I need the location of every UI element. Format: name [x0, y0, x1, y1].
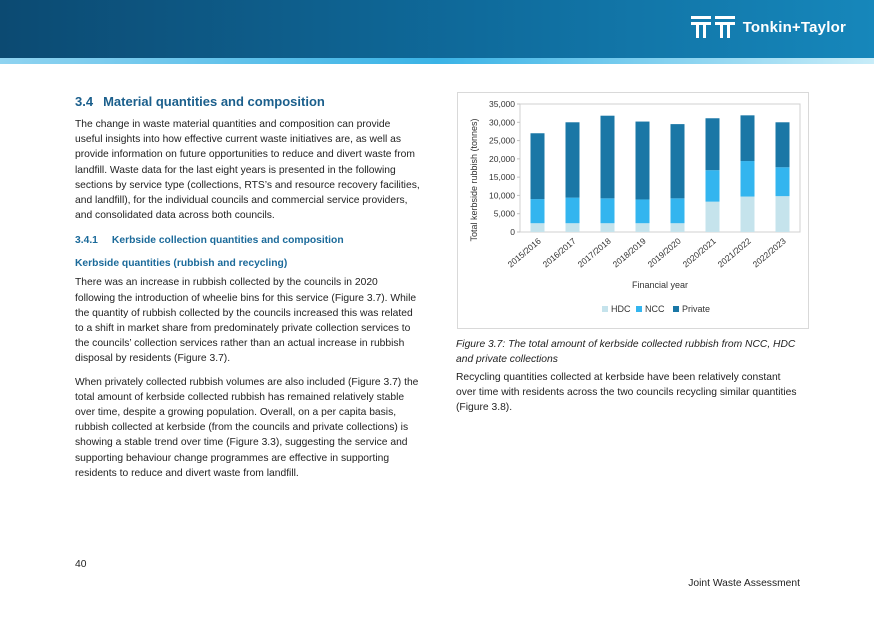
- y-tick-label: 20,000: [489, 153, 515, 164]
- brand-mark-icon: [691, 16, 735, 38]
- bar-ncc: [566, 198, 580, 224]
- bar-private: [601, 116, 615, 199]
- y-tick-label: 5,000: [493, 208, 515, 219]
- bar-ncc: [776, 167, 790, 196]
- paragraph-rubbish-increase: There was an increase in rubbish collected by the councils in 2020 following the introduction of wheelie bins for this service (Figure 3.7). While the quantity of rubbish collected by the councils increased this was related to a shift in market share from predominately private collection services to the councils’ collection services rather than an actual increase in rubbish disposal by residents (Figure 3.7).: [75, 277, 417, 365]
- x-tick-label: 2018/2019: [610, 235, 648, 270]
- legend-label-hdc: HDC: [611, 304, 631, 314]
- section-title: Material quantities and composition: [103, 94, 325, 109]
- y-tick-label: 35,000: [489, 99, 515, 109]
- bar-private: [706, 118, 720, 170]
- bar-hdc: [601, 223, 615, 232]
- legend-swatch-ncc: [636, 306, 642, 312]
- legend-label-ncc: NCC: [645, 304, 665, 314]
- x-tick-label: 2020/2021: [680, 235, 718, 270]
- page-number: 40: [75, 559, 87, 570]
- bar-hdc: [671, 223, 685, 232]
- figure-caption: Figure 3.7: The total amount of kerbside collected rubbish from NCC, HDC and private collections: [456, 339, 796, 365]
- y-tick-label: 10,000: [489, 190, 515, 201]
- y-tick-label: 30,000: [489, 117, 515, 128]
- section-number: 3.4: [75, 94, 94, 109]
- x-tick-label: 2016/2017: [540, 235, 578, 270]
- plot-area-border: [520, 104, 800, 232]
- subsection-number: 3.4.1: [75, 235, 98, 247]
- y-tick-label: 0: [510, 227, 515, 237]
- main-text-column: [75, 94, 420, 481]
- bar-private: [636, 122, 650, 200]
- legend-label-private: Private: [682, 304, 711, 314]
- legend-swatch-hdc: [602, 306, 608, 312]
- bar-private: [566, 122, 580, 197]
- bar-hdc: [531, 223, 545, 232]
- footer-document-title: Joint Waste Assessment: [688, 578, 800, 589]
- bar-hdc: [776, 196, 790, 232]
- paragraph-recycling: Recycling quantities collected at kerbside have been relatively constant over time with residents across the two councils recycling similar quantities (Figure 3.8).: [456, 372, 797, 414]
- x-tick-label: 2021/2022: [715, 235, 753, 270]
- stacked-bar-chart: [458, 93, 808, 328]
- bar-ncc: [601, 198, 615, 223]
- y-axis-label: Total kerbside rubbish (tonnes): [469, 118, 479, 242]
- subsection-heading: [75, 235, 420, 246]
- x-tick-label: 2017/2018: [575, 235, 613, 270]
- section-heading: [75, 94, 420, 109]
- x-tick-label: 2015/2016: [505, 235, 543, 270]
- y-tick-label: 15,000: [489, 172, 515, 183]
- bar-ncc: [531, 199, 545, 223]
- legend-swatch-private: [673, 306, 679, 312]
- intro-paragraph: The change in waste material quantities and composition can provide useful insights into how effective current waste initiatives are, as well as provide information on future opportunities to reduce and divert waste from landfill. Waste data for the last eight years is presented in the following sections by service type (collections, RTS’s and resource recovery facilities, and landfill), for the individual councils and commercial service providers, and consolidated data across both councils.: [75, 119, 420, 222]
- x-tick-label: 2019/2020: [645, 235, 683, 270]
- subsection-title: Kerbside collection quantities and composition: [111, 235, 344, 247]
- bar-private: [531, 133, 545, 199]
- bar-hdc: [741, 197, 755, 232]
- bar-hdc: [566, 223, 580, 232]
- bar-private: [741, 115, 755, 161]
- figure-chart: [457, 92, 809, 329]
- bar-private: [776, 122, 790, 167]
- x-axis-label: Financial year: [631, 280, 689, 290]
- bar-ncc: [706, 170, 720, 201]
- bar-hdc: [706, 202, 720, 232]
- brand-logo: [691, 16, 846, 38]
- x-tick-label: 2022/2023: [750, 235, 788, 270]
- bar-private: [671, 124, 685, 198]
- bar-hdc: [636, 223, 650, 232]
- header-stripe: [0, 58, 874, 64]
- paragraph-private-volumes: When privately collected rubbish volumes are also included (Figure 3.7) the total amount of kerbside collected rubbish has remained relatively stable over time, despite a growing population. Overall, on a per capita basis, rubbish collected at kerbside (from the councils and private collections) is showing a stable trend over time (Figure 3.3), suggesting the service and supporting behaviour change programmes are effective in supporting residents to reduce and divert waste from landfill.: [75, 376, 419, 479]
- y-tick-label: 25,000: [489, 135, 515, 146]
- bar-ncc: [636, 199, 650, 223]
- bar-ncc: [741, 161, 755, 196]
- subheading: Kerbside quantities (rubbish and recycling): [75, 258, 288, 270]
- bar-ncc: [671, 198, 685, 223]
- brand-name: Tonkin+Taylor: [742, 18, 846, 36]
